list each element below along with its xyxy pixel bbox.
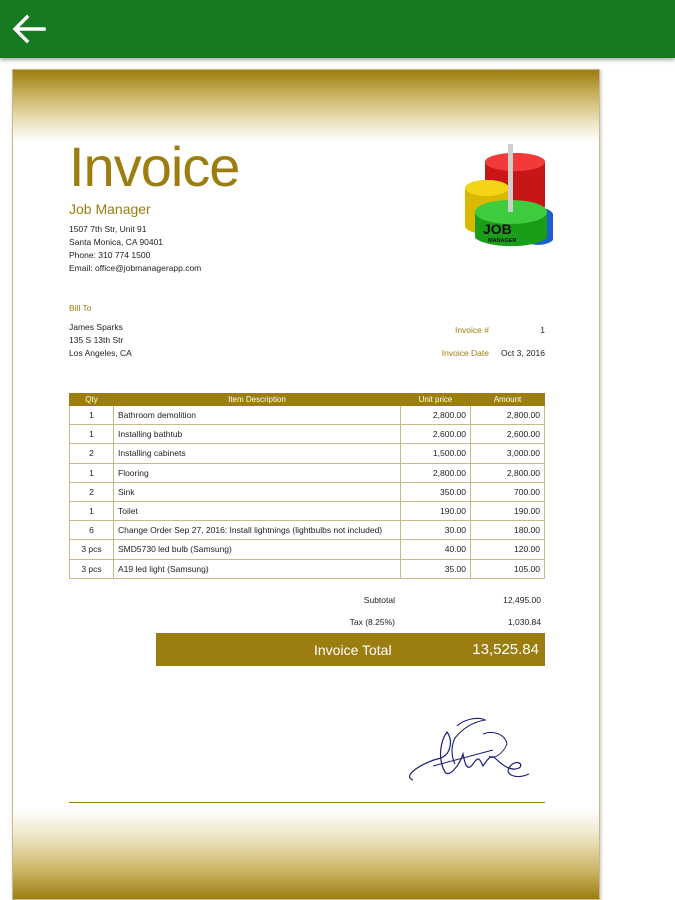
row-qty: 3 pcs [70, 559, 114, 578]
back-button[interactable] [10, 11, 48, 47]
row-amount: 700.00 [471, 482, 545, 501]
invoice-total-value: 13,525.84 [472, 641, 539, 658]
table-row [70, 463, 545, 482]
company-name: Job Manager [69, 201, 151, 217]
invoice-number-label: Invoice # [454, 325, 489, 335]
table-row [70, 559, 545, 578]
row-unit-price: 350.00 [401, 482, 471, 501]
row-amount: 180.00 [471, 521, 545, 540]
row-description: Flooring [114, 463, 401, 482]
arrow-left-icon [10, 11, 48, 47]
table-row [70, 482, 545, 501]
row-amount: 105.00 [471, 559, 545, 578]
row-qty: 1 [70, 463, 114, 482]
row-amount: 2,800.00 [471, 463, 545, 482]
table-row [70, 444, 545, 463]
table-row [70, 540, 545, 559]
subtotal-label: Subtotal [363, 595, 395, 605]
row-description: A19 led light (Samsung) [114, 559, 401, 578]
table-row [70, 501, 545, 520]
line-items-table [69, 393, 545, 579]
company-email: Email: office@jobmanagerapp.com [69, 263, 202, 273]
invoice-total-bar [156, 633, 545, 666]
row-amount: 2,800.00 [471, 406, 545, 425]
unit-price-header: Unit price [401, 394, 471, 406]
subtotal-value: 12,495.00 [503, 595, 541, 605]
bill-to-label: Bill To [69, 303, 92, 313]
row-qty: 1 [70, 406, 114, 425]
company-address-1: 1507 7th Str, Unit 91 [69, 224, 147, 234]
customer-name: James Sparks [69, 322, 123, 332]
row-unit-price: 2,800.00 [401, 463, 471, 482]
row-qty: 2 [70, 444, 114, 463]
invoice-number: 1 [540, 325, 545, 335]
customer-city: Los Angeles, CA [69, 348, 132, 358]
row-unit-price: 2,800.00 [401, 406, 471, 425]
row-amount: 120.00 [471, 540, 545, 559]
invoice-date: Oct 3, 2016 [501, 348, 545, 358]
row-qty: 1 [70, 501, 114, 520]
row-amount: 3,000.00 [471, 444, 545, 463]
row-description: Bathroom demolition [114, 406, 401, 425]
row-unit-price: 35.00 [401, 559, 471, 578]
company-address-2: Santa Monica, CA 90401 [69, 237, 164, 247]
logo-text: JOB [483, 221, 512, 237]
invoice-page [12, 69, 600, 900]
row-unit-price: 30.00 [401, 521, 471, 540]
table-header-row [70, 394, 545, 406]
row-unit-price: 40.00 [401, 540, 471, 559]
row-description: SMD5730 led bulb (Samsung) [114, 540, 401, 559]
row-amount: 2,600.00 [471, 425, 545, 444]
row-description: Change Order Sep 27, 2016: Install lightnings (lightbulbs not included) [114, 521, 401, 540]
qty-header: Qty [70, 394, 114, 406]
table-row [70, 425, 545, 444]
row-description: Installing bathtub [114, 425, 401, 444]
row-unit-price: 2,600.00 [401, 425, 471, 444]
customer-street: 135 S 13th Str [69, 335, 124, 345]
invoice-title: Invoice [69, 135, 240, 198]
row-qty: 3 pcs [70, 540, 114, 559]
row-qty: 6 [70, 521, 114, 540]
tax-value: 1,030.84 [507, 617, 541, 627]
tax-label: Tax (8.25%) [349, 617, 395, 627]
row-qty: 1 [70, 425, 114, 444]
app-bar [0, 0, 675, 58]
invoice-date-label: Invoice Date [441, 348, 489, 358]
bottom-gradient [13, 809, 599, 899]
signature-line [69, 802, 545, 803]
table-row [70, 521, 545, 540]
job-manager-logo-icon [445, 128, 557, 258]
description-header: Item Description [114, 394, 401, 406]
row-amount: 190.00 [471, 501, 545, 520]
signature-icon [393, 710, 543, 790]
logo-subtext: MANAGER [488, 238, 517, 244]
company-phone: Phone: 310 774 1500 [69, 250, 151, 260]
row-description: Toilet [114, 501, 401, 520]
invoice-total-label: Invoice Total [314, 642, 392, 658]
row-unit-price: 1,500.00 [401, 444, 471, 463]
row-unit-price: 190.00 [401, 501, 471, 520]
row-description: Sink [114, 482, 401, 501]
amount-header: Amount [471, 394, 545, 406]
table-row [70, 406, 545, 425]
row-description: Installing cabinets [114, 444, 401, 463]
row-qty: 2 [70, 482, 114, 501]
